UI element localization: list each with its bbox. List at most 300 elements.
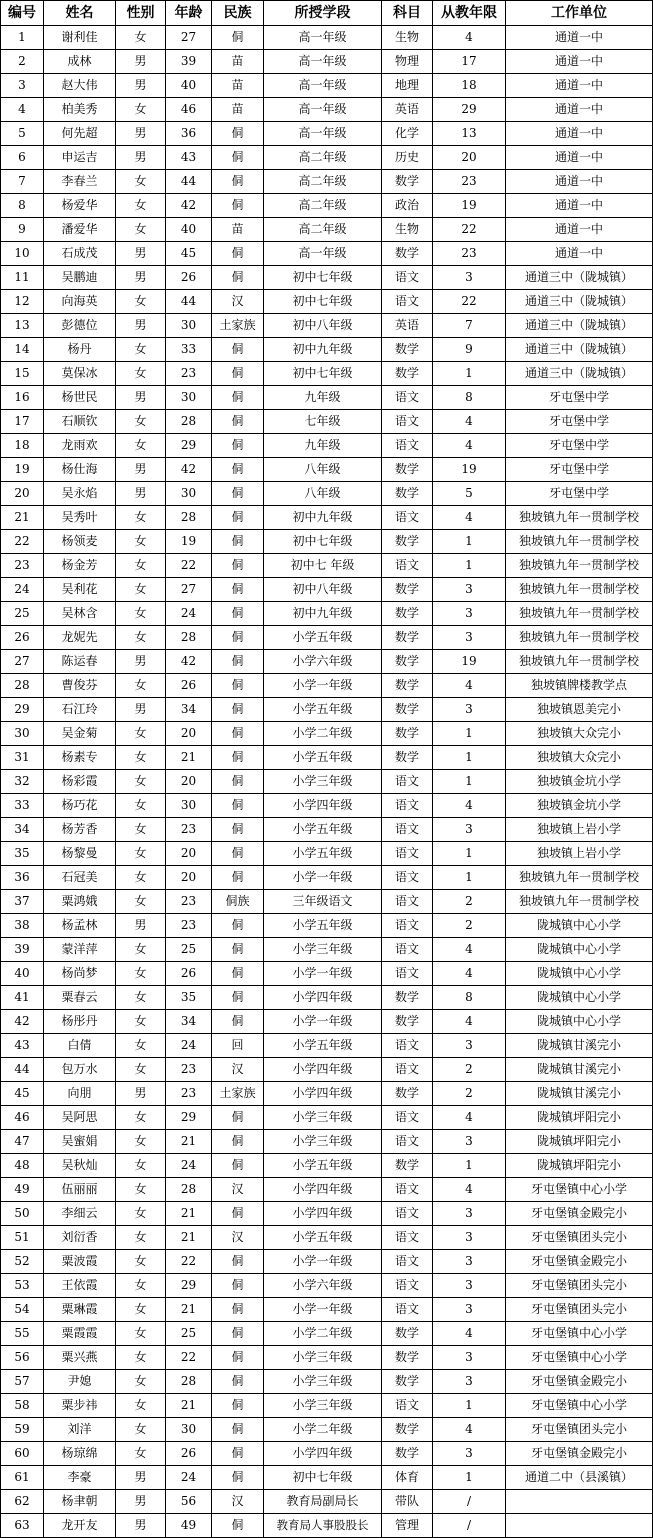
cell-id: 49 xyxy=(1,1178,44,1202)
table-row xyxy=(1,602,653,626)
cell-id: 60 xyxy=(1,1442,44,1466)
cell-years: 4 xyxy=(433,26,506,50)
cell-years: 1 xyxy=(433,866,506,890)
cell-ethnicity: 回 xyxy=(212,1034,264,1058)
table-row xyxy=(1,1226,653,1250)
cell-name: 申运吉 xyxy=(44,146,116,170)
cell-ethnicity: 侗 xyxy=(212,842,264,866)
cell-name: 蒙洋萍 xyxy=(44,938,116,962)
cell-grade: 初中八年级 xyxy=(264,578,382,602)
cell-workplace: 陇城镇中心小学 xyxy=(506,962,653,986)
cell-workplace: 通道一中 xyxy=(506,170,653,194)
cell-age: 46 xyxy=(166,98,212,122)
cell-subject: 数学 xyxy=(382,458,433,482)
cell-ethnicity: 侗 xyxy=(212,866,264,890)
cell-id: 11 xyxy=(1,266,44,290)
cell-years: 3 xyxy=(433,1226,506,1250)
cell-ethnicity: 侗 xyxy=(212,1250,264,1274)
cell-workplace: 牙屯堡镇中心小学 xyxy=(506,1178,653,1202)
table-row xyxy=(1,1130,653,1154)
cell-name: 吴利花 xyxy=(44,578,116,602)
cell-workplace: 陇城镇中心小学 xyxy=(506,1010,653,1034)
cell-ethnicity: 侗 xyxy=(212,362,264,386)
cell-gender: 女 xyxy=(116,1226,166,1250)
cell-ethnicity: 侗 xyxy=(212,674,264,698)
cell-age: 40 xyxy=(166,218,212,242)
cell-id: 10 xyxy=(1,242,44,266)
cell-name: 石冠美 xyxy=(44,866,116,890)
cell-ethnicity: 侗 xyxy=(212,746,264,770)
cell-years: 19 xyxy=(433,650,506,674)
table-row xyxy=(1,74,653,98)
cell-id: 22 xyxy=(1,530,44,554)
cell-grade: 小学六年级 xyxy=(264,650,382,674)
cell-years: 3 xyxy=(433,1298,506,1322)
cell-subject: 数学 xyxy=(382,1322,433,1346)
cell-grade: 高二年级 xyxy=(264,218,382,242)
cell-workplace: 独坡镇大众完小 xyxy=(506,722,653,746)
cell-ethnicity: 侗 xyxy=(212,194,264,218)
header-ethnicity: 民族 xyxy=(212,1,264,26)
cell-subject: 英语 xyxy=(382,98,433,122)
table-row xyxy=(1,506,653,530)
cell-id: 7 xyxy=(1,170,44,194)
cell-ethnicity: 汉 xyxy=(212,1178,264,1202)
cell-age: 19 xyxy=(166,530,212,554)
cell-id: 28 xyxy=(1,674,44,698)
cell-ethnicity: 侗 xyxy=(212,626,264,650)
cell-name: 龙雨欢 xyxy=(44,434,116,458)
cell-years: 3 xyxy=(433,602,506,626)
cell-age: 21 xyxy=(166,1298,212,1322)
cell-grade: 初中七 年级 xyxy=(264,554,382,578)
cell-ethnicity: 汉 xyxy=(212,290,264,314)
cell-subject: 语文 xyxy=(382,890,433,914)
cell-years: 4 xyxy=(433,1178,506,1202)
table-row xyxy=(1,1274,653,1298)
cell-gender: 女 xyxy=(116,818,166,842)
cell-gender: 女 xyxy=(116,1418,166,1442)
cell-name: 吴林含 xyxy=(44,602,116,626)
cell-gender: 男 xyxy=(116,146,166,170)
cell-age: 20 xyxy=(166,770,212,794)
cell-grade: 小学三年级 xyxy=(264,1346,382,1370)
cell-subject: 数学 xyxy=(382,578,433,602)
cell-id: 41 xyxy=(1,986,44,1010)
cell-id: 38 xyxy=(1,914,44,938)
table-row xyxy=(1,530,653,554)
cell-years: 3 xyxy=(433,1370,506,1394)
cell-name: 石江玲 xyxy=(44,698,116,722)
cell-age: 28 xyxy=(166,506,212,530)
cell-name: 粟步祎 xyxy=(44,1394,116,1418)
cell-years: 1 xyxy=(433,362,506,386)
cell-subject: 语文 xyxy=(382,1250,433,1274)
cell-subject: 数学 xyxy=(382,338,433,362)
cell-subject: 语文 xyxy=(382,842,433,866)
cell-name: 粟鸿娥 xyxy=(44,890,116,914)
cell-ethnicity: 土家族 xyxy=(212,1082,264,1106)
cell-subject: 语文 xyxy=(382,794,433,818)
cell-id: 58 xyxy=(1,1394,44,1418)
cell-workplace: 牙屯堡中学 xyxy=(506,410,653,434)
table-row xyxy=(1,1490,653,1514)
cell-gender: 男 xyxy=(116,266,166,290)
cell-grade: 高二年级 xyxy=(264,194,382,218)
cell-subject: 语文 xyxy=(382,506,433,530)
cell-gender: 女 xyxy=(116,746,166,770)
table-row xyxy=(1,1010,653,1034)
cell-grade: 高二年级 xyxy=(264,170,382,194)
cell-name: 莫保冰 xyxy=(44,362,116,386)
table-row xyxy=(1,194,653,218)
cell-grade: 小学五年级 xyxy=(264,1154,382,1178)
cell-workplace: 通道三中（陇城镇） xyxy=(506,338,653,362)
cell-years: 3 xyxy=(433,1274,506,1298)
cell-name: 刘衍香 xyxy=(44,1226,116,1250)
cell-name: 吴永焰 xyxy=(44,482,116,506)
table-row xyxy=(1,1514,653,1538)
cell-grade: 小学五年级 xyxy=(264,914,382,938)
cell-grade: 教育局副局长 xyxy=(264,1490,382,1514)
cell-id: 30 xyxy=(1,722,44,746)
cell-age: 21 xyxy=(166,1226,212,1250)
cell-name: 杨巧花 xyxy=(44,794,116,818)
header-row xyxy=(1,1,653,26)
cell-grade: 高一年级 xyxy=(264,26,382,50)
cell-ethnicity: 苗 xyxy=(212,74,264,98)
cell-gender: 男 xyxy=(116,1514,166,1538)
cell-subject: 数学 xyxy=(382,1370,433,1394)
cell-subject: 语文 xyxy=(382,866,433,890)
cell-years: 3 xyxy=(433,1034,506,1058)
cell-gender: 女 xyxy=(116,554,166,578)
cell-gender: 女 xyxy=(116,434,166,458)
cell-gender: 男 xyxy=(116,50,166,74)
table-row xyxy=(1,986,653,1010)
cell-years: 23 xyxy=(433,170,506,194)
cell-workplace: 独坡镇九年一贯制学校 xyxy=(506,530,653,554)
cell-id: 9 xyxy=(1,218,44,242)
header-age: 年龄 xyxy=(166,1,212,26)
header-workplace: 工作单位 xyxy=(506,1,653,26)
cell-workplace: 陇城镇甘溪完小 xyxy=(506,1082,653,1106)
cell-gender: 女 xyxy=(116,1370,166,1394)
cell-workplace: 通道三中（陇城镇） xyxy=(506,290,653,314)
table-row xyxy=(1,650,653,674)
cell-grade: 九年级 xyxy=(264,434,382,458)
cell-gender: 女 xyxy=(116,938,166,962)
cell-years: 3 xyxy=(433,698,506,722)
cell-subject: 语文 xyxy=(382,770,433,794)
cell-name: 曹俊芬 xyxy=(44,674,116,698)
cell-grade: 高一年级 xyxy=(264,242,382,266)
cell-ethnicity: 侗 xyxy=(212,122,264,146)
cell-grade: 初中七年级 xyxy=(264,290,382,314)
cell-age: 24 xyxy=(166,1034,212,1058)
cell-age: 27 xyxy=(166,26,212,50)
cell-years: 3 xyxy=(433,1250,506,1274)
cell-age: 42 xyxy=(166,194,212,218)
table-row xyxy=(1,290,653,314)
cell-grade: 高一年级 xyxy=(264,122,382,146)
cell-workplace: 独坡镇九年一贯制学校 xyxy=(506,578,653,602)
cell-age: 21 xyxy=(166,1202,212,1226)
cell-age: 29 xyxy=(166,1274,212,1298)
header-subject: 科目 xyxy=(382,1,433,26)
cell-age: 22 xyxy=(166,1346,212,1370)
cell-id: 29 xyxy=(1,698,44,722)
cell-name: 石成茂 xyxy=(44,242,116,266)
cell-ethnicity: 侗 xyxy=(212,146,264,170)
cell-grade: 高二年级 xyxy=(264,146,382,170)
cell-id: 34 xyxy=(1,818,44,842)
cell-grade: 小学三年级 xyxy=(264,1130,382,1154)
cell-age: 26 xyxy=(166,1442,212,1466)
cell-subject: 语文 xyxy=(382,962,433,986)
cell-workplace: 陇城镇中心小学 xyxy=(506,986,653,1010)
cell-years: 7 xyxy=(433,314,506,338)
cell-age: 20 xyxy=(166,722,212,746)
cell-subject: 数学 xyxy=(382,722,433,746)
cell-ethnicity: 侗 xyxy=(212,26,264,50)
cell-subject: 语文 xyxy=(382,1394,433,1418)
cell-years: 1 xyxy=(433,530,506,554)
cell-subject: 数学 xyxy=(382,242,433,266)
cell-workplace: 牙屯堡中学 xyxy=(506,386,653,410)
cell-gender: 女 xyxy=(116,1394,166,1418)
table-row xyxy=(1,218,653,242)
cell-name: 白倩 xyxy=(44,1034,116,1058)
cell-workplace: 通道一中 xyxy=(506,218,653,242)
cell-years: 1 xyxy=(433,1394,506,1418)
cell-name: 吴秀叶 xyxy=(44,506,116,530)
cell-ethnicity: 侗 xyxy=(212,986,264,1010)
cell-name: 李豪 xyxy=(44,1466,116,1490)
cell-grade: 小学二年级 xyxy=(264,722,382,746)
cell-workplace: 通道一中 xyxy=(506,122,653,146)
header-gender: 性别 xyxy=(116,1,166,26)
cell-gender: 男 xyxy=(116,458,166,482)
cell-subject: 生物 xyxy=(382,26,433,50)
cell-ethnicity: 侗 xyxy=(212,1346,264,1370)
cell-workplace: 通道一中 xyxy=(506,194,653,218)
cell-years: 1 xyxy=(433,722,506,746)
cell-ethnicity: 侗 xyxy=(212,1466,264,1490)
cell-grade: 小学三年级 xyxy=(264,1106,382,1130)
cell-id: 53 xyxy=(1,1274,44,1298)
cell-ethnicity: 侗 xyxy=(212,1298,264,1322)
cell-subject: 语文 xyxy=(382,938,433,962)
cell-workplace: 独坡镇九年一贯制学校 xyxy=(506,554,653,578)
cell-years: 4 xyxy=(433,434,506,458)
table-row xyxy=(1,1442,653,1466)
cell-subject: 数学 xyxy=(382,1082,433,1106)
cell-workplace: 陇城镇坪阳完小 xyxy=(506,1154,653,1178)
cell-grade: 小学五年级 xyxy=(264,746,382,770)
cell-years: 4 xyxy=(433,1106,506,1130)
cell-id: 52 xyxy=(1,1250,44,1274)
cell-workplace: 陇城镇坪阳完小 xyxy=(506,1130,653,1154)
cell-age: 45 xyxy=(166,242,212,266)
cell-id: 1 xyxy=(1,26,44,50)
cell-name: 向海英 xyxy=(44,290,116,314)
cell-name: 杨聿朝 xyxy=(44,1490,116,1514)
cell-name: 吴蜜娟 xyxy=(44,1130,116,1154)
cell-workplace: 独坡镇九年一贯制学校 xyxy=(506,602,653,626)
table-row xyxy=(1,26,653,50)
table-row xyxy=(1,1370,653,1394)
cell-workplace: 牙屯堡中学 xyxy=(506,458,653,482)
cell-years: 4 xyxy=(433,962,506,986)
cell-years: 18 xyxy=(433,74,506,98)
cell-subject: 语文 xyxy=(382,1298,433,1322)
cell-subject: 语文 xyxy=(382,554,433,578)
cell-age: 42 xyxy=(166,458,212,482)
cell-id: 16 xyxy=(1,386,44,410)
cell-gender: 女 xyxy=(116,506,166,530)
cell-subject: 语文 xyxy=(382,914,433,938)
cell-years: 19 xyxy=(433,458,506,482)
cell-age: 26 xyxy=(166,266,212,290)
table-row xyxy=(1,914,653,938)
cell-id: 4 xyxy=(1,98,44,122)
cell-id: 5 xyxy=(1,122,44,146)
cell-grade: 初中九年级 xyxy=(264,602,382,626)
cell-age: 23 xyxy=(166,1082,212,1106)
cell-grade: 小学四年级 xyxy=(264,986,382,1010)
table-row xyxy=(1,866,653,890)
cell-name: 杨世民 xyxy=(44,386,116,410)
cell-workplace: 牙屯堡镇中心小学 xyxy=(506,1394,653,1418)
cell-name: 杨仕海 xyxy=(44,458,116,482)
cell-subject: 地理 xyxy=(382,74,433,98)
cell-id: 19 xyxy=(1,458,44,482)
cell-id: 44 xyxy=(1,1058,44,1082)
cell-grade: 七年级 xyxy=(264,410,382,434)
cell-ethnicity: 侗 xyxy=(212,1514,264,1538)
cell-ethnicity: 侗 xyxy=(212,1442,264,1466)
cell-age: 24 xyxy=(166,1466,212,1490)
cell-workplace: 独坡镇上岩小学 xyxy=(506,842,653,866)
cell-workplace: 通道一中 xyxy=(506,50,653,74)
cell-years: 2 xyxy=(433,914,506,938)
cell-subject: 数学 xyxy=(382,1346,433,1370)
cell-age: 23 xyxy=(166,362,212,386)
cell-grade: 小学三年级 xyxy=(264,938,382,962)
cell-name: 杨尚梦 xyxy=(44,962,116,986)
cell-workplace: 陇城镇甘溪完小 xyxy=(506,1058,653,1082)
cell-grade: 小学四年级 xyxy=(264,794,382,818)
cell-grade: 初中七年级 xyxy=(264,1466,382,1490)
cell-name: 赵大伟 xyxy=(44,74,116,98)
cell-gender: 女 xyxy=(116,578,166,602)
cell-workplace: 独坡镇九年一贯制学校 xyxy=(506,866,653,890)
cell-name: 杨孟林 xyxy=(44,914,116,938)
cell-years: 4 xyxy=(433,794,506,818)
cell-ethnicity: 侗 xyxy=(212,1394,264,1418)
cell-years: 4 xyxy=(433,410,506,434)
cell-ethnicity: 侗 xyxy=(212,1370,264,1394)
cell-name: 向朋 xyxy=(44,1082,116,1106)
cell-years: 8 xyxy=(433,986,506,1010)
cell-years: 1 xyxy=(433,1154,506,1178)
cell-gender: 女 xyxy=(116,170,166,194)
cell-gender: 女 xyxy=(116,530,166,554)
cell-age: 28 xyxy=(166,626,212,650)
cell-name: 龙妮先 xyxy=(44,626,116,650)
cell-age: 23 xyxy=(166,890,212,914)
cell-id: 32 xyxy=(1,770,44,794)
cell-years: 4 xyxy=(433,1418,506,1442)
cell-id: 48 xyxy=(1,1154,44,1178)
table-row xyxy=(1,362,653,386)
table-row xyxy=(1,770,653,794)
cell-subject: 数学 xyxy=(382,746,433,770)
cell-id: 46 xyxy=(1,1106,44,1130)
table-row xyxy=(1,626,653,650)
cell-id: 20 xyxy=(1,482,44,506)
table-row xyxy=(1,242,653,266)
cell-grade: 小学一年级 xyxy=(264,1010,382,1034)
table-row xyxy=(1,1058,653,1082)
table-row xyxy=(1,1178,653,1202)
cell-grade: 初中七年级 xyxy=(264,362,382,386)
cell-gender: 女 xyxy=(116,1130,166,1154)
cell-ethnicity: 汉 xyxy=(212,1058,264,1082)
cell-subject: 英语 xyxy=(382,314,433,338)
cell-gender: 女 xyxy=(116,26,166,50)
cell-workplace: 独坡镇九年一贯制学校 xyxy=(506,650,653,674)
cell-subject: 语文 xyxy=(382,1202,433,1226)
cell-grade: 小学三年级 xyxy=(264,1370,382,1394)
cell-gender: 女 xyxy=(116,1202,166,1226)
table-row xyxy=(1,578,653,602)
cell-workplace: 牙屯堡镇团头完小 xyxy=(506,1274,653,1298)
cell-gender: 男 xyxy=(116,122,166,146)
cell-gender: 女 xyxy=(116,1322,166,1346)
table-row xyxy=(1,698,653,722)
cell-workplace: 独坡镇金坑小学 xyxy=(506,794,653,818)
cell-id: 61 xyxy=(1,1466,44,1490)
cell-age: 44 xyxy=(166,290,212,314)
cell-years: 1 xyxy=(433,770,506,794)
cell-name: 陈运春 xyxy=(44,650,116,674)
cell-subject: 语文 xyxy=(382,1106,433,1130)
cell-subject: 语文 xyxy=(382,1130,433,1154)
table-row xyxy=(1,1298,653,1322)
table-row xyxy=(1,938,653,962)
table-row xyxy=(1,1082,653,1106)
cell-workplace: 通道一中 xyxy=(506,242,653,266)
cell-id: 62 xyxy=(1,1490,44,1514)
cell-subject: 语文 xyxy=(382,386,433,410)
table-row xyxy=(1,842,653,866)
cell-age: 40 xyxy=(166,74,212,98)
cell-id: 33 xyxy=(1,794,44,818)
cell-grade: 三年级语文 xyxy=(264,890,382,914)
cell-subject: 管理 xyxy=(382,1514,433,1538)
cell-grade: 小学五年级 xyxy=(264,1034,382,1058)
cell-id: 50 xyxy=(1,1202,44,1226)
cell-years: 1 xyxy=(433,746,506,770)
cell-gender: 女 xyxy=(116,890,166,914)
cell-workplace: 通道一中 xyxy=(506,74,653,98)
cell-subject: 语文 xyxy=(382,1034,433,1058)
cell-age: 36 xyxy=(166,122,212,146)
cell-workplace: 牙屯堡镇团头完小 xyxy=(506,1298,653,1322)
cell-id: 14 xyxy=(1,338,44,362)
